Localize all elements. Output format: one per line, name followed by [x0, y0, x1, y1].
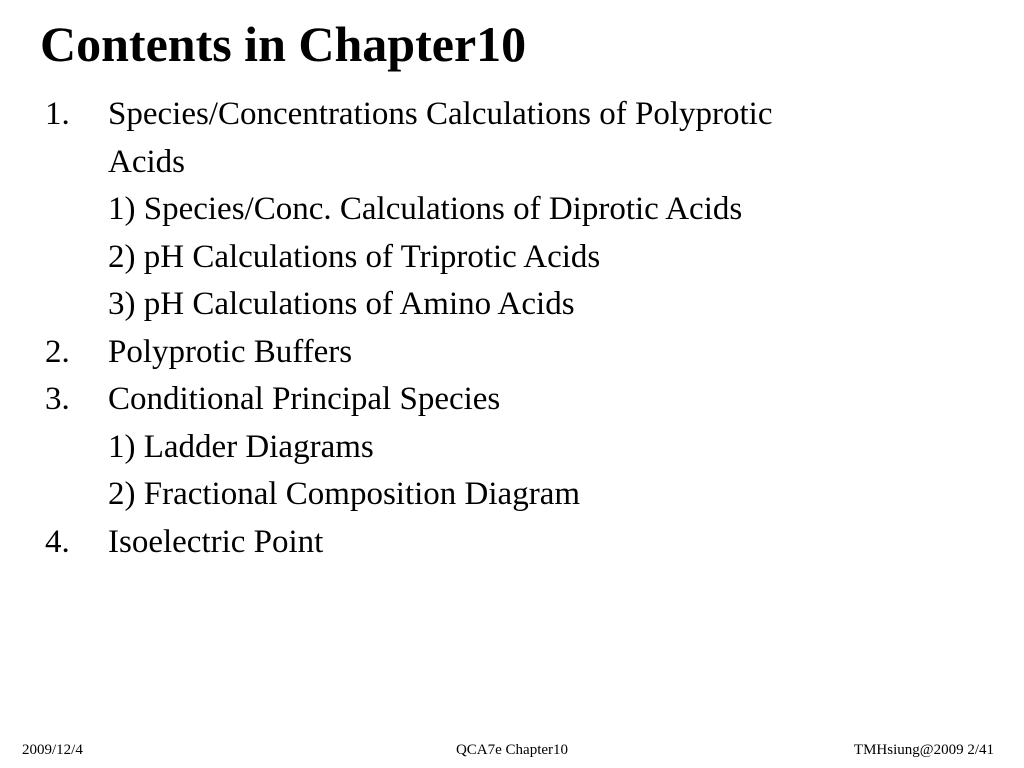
list-item-3	[0, 376, 1024, 424]
contents-list	[0, 91, 1024, 566]
sub-list-item: 3) pH Calculations of Amino Acids	[108, 286, 575, 322]
item-number: 4.	[45, 523, 70, 560]
item-text-line: Isoelectric Point	[108, 523, 324, 560]
item-number: 3.	[45, 381, 70, 417]
list-item-2	[0, 329, 1024, 377]
list-item-1	[0, 91, 1024, 186]
item-number: 2.	[45, 333, 70, 370]
item-text-line: Conditional Principal Species	[108, 381, 501, 417]
item-text-line: Polyprotic Buffers	[108, 333, 353, 370]
slide-title: Contents in Chapter10	[40, 16, 527, 72]
sub-list-item: 2) pH Calculations of Triprotic Acids	[108, 238, 601, 275]
item-number: 1.	[45, 96, 70, 132]
item-text-line: Acids	[108, 143, 185, 180]
sub-list-item: 2) Fractional Composition Diagram	[108, 476, 581, 512]
footer-course-label: QCA7e Chapter10	[455, 742, 569, 758]
sub-list-item: 1) Species/Conc. Calculations of Diprotic Acids	[108, 191, 743, 227]
footer-date: 2009/12/4	[22, 742, 83, 758]
item-text-line: Species/Concentrations Calculations of Polyprotic	[108, 96, 773, 132]
sub-list-item: 1) Ladder Diagrams	[108, 428, 374, 465]
footer-author-page: TMHsiung@2009 2/41	[853, 742, 994, 758]
list-item-4	[0, 519, 1024, 567]
